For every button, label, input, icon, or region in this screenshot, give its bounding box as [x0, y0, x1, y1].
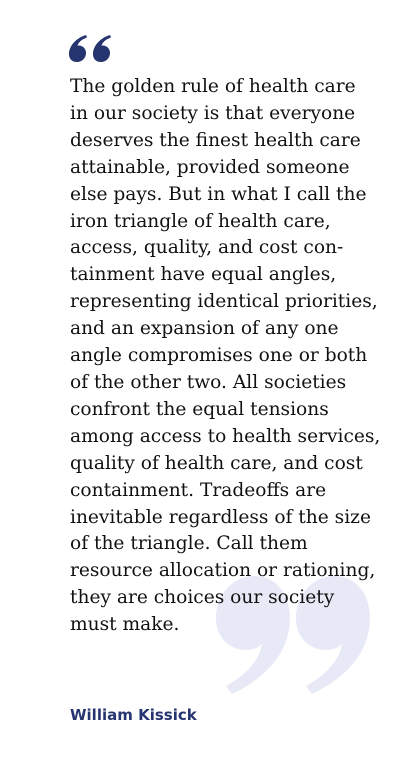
quote-line: among access to health services,	[70, 425, 381, 447]
quote-line: and an expansion of any one	[70, 318, 339, 340]
quote-line: of the other two. All societies	[70, 371, 347, 393]
quote-line: iron triangle of health care,	[70, 210, 331, 232]
quote-line: confront the equal tensions	[70, 398, 329, 420]
quote-line: access, quality, and cost con-	[70, 237, 344, 259]
quote-line: containment. Tradeoffs are	[70, 479, 327, 501]
attribution-name: William Kissick	[70, 706, 197, 724]
quote-line: representing identical priorities,	[70, 291, 378, 313]
quote-line: of the triangle. Call them	[70, 533, 308, 555]
quote-line: inevitable regardless of the size	[70, 506, 371, 528]
quote-line: resource allocation or rationing,	[70, 560, 376, 582]
quote-line: tainment have equal angles,	[70, 264, 337, 286]
quote-line: attainable, provided someone	[70, 156, 350, 178]
quote-line: else pays. But in what I call the	[70, 183, 367, 205]
quote-line: angle compromises one or both	[70, 345, 368, 367]
quote-text	[70, 74, 382, 639]
quote-line: in our society is that everyone	[70, 102, 356, 124]
quote-line: must make.	[70, 614, 180, 636]
quote-line: deserves the finest health care	[70, 129, 361, 151]
quote-line: quality of health care, and cost	[70, 452, 363, 474]
quote-line: The golden rule of health care	[70, 76, 356, 97]
quote-line: they are choices our society	[70, 587, 335, 609]
open-quote-icon	[68, 34, 114, 62]
